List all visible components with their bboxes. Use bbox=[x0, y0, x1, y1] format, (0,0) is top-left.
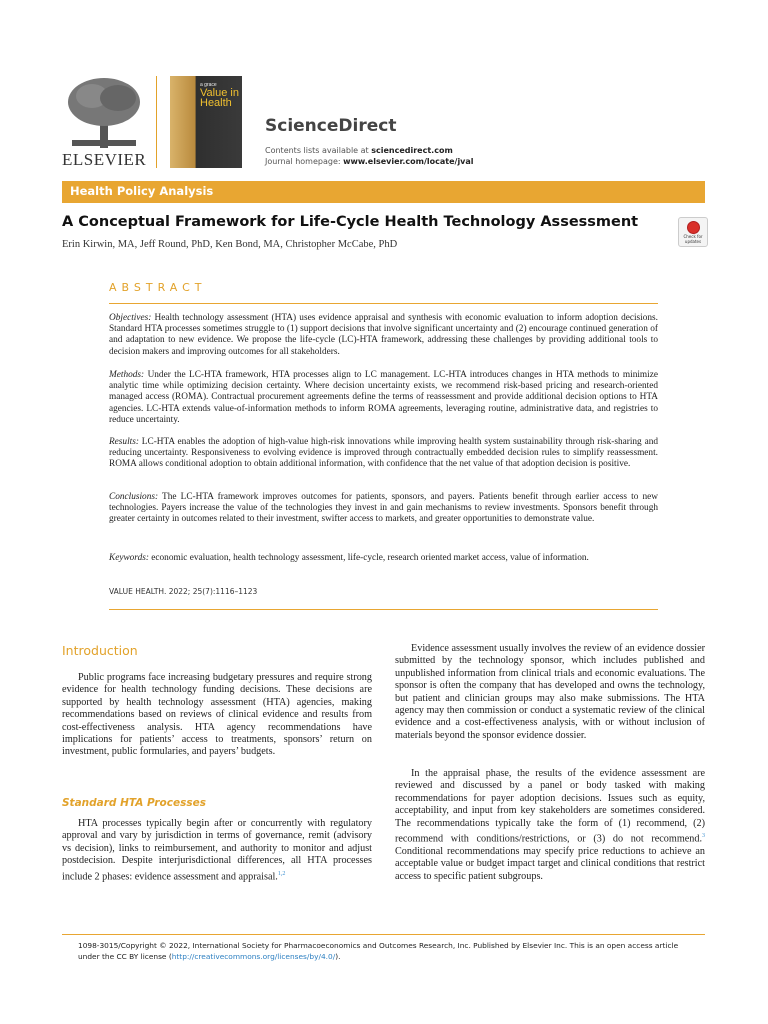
paper-title: A Conceptual Framework for Life-Cycle Health Technology Assessment bbox=[62, 214, 639, 230]
abstract-keywords bbox=[109, 553, 658, 564]
reference-link-1-2[interactable]: 1,2 bbox=[277, 870, 286, 877]
methods-label: Methods: bbox=[109, 370, 145, 380]
reference-link-3[interactable]: 3 bbox=[702, 833, 705, 840]
results-text: LC-HTA enables the adoption of high-value high-risk innovations while improving health system sustainability through risk-sharing and reducing uncertainty. Responsiveness to evolving evidence is improved through contractually embedded decision rules to simplify reassessment. ROMA allows conditional adoption to obtain additional information, with confidence that the net value of that adoption decision is positive. bbox=[109, 437, 658, 470]
intro-p4b-text: Conditional recommendations may specify price reductions to achieve an acceptable value or budget impact target and clinical conditions that restrict access to specific patient subgroups. bbox=[395, 845, 705, 882]
check-updates-icon bbox=[687, 221, 700, 234]
intro-p3-text: Evidence assessment usually involves the review of an evidence dossier submitted by the technology sponsor, which includes published and unpublished information from clinical trials and economic evaluations. The sponsor is often the company that has developed and owns the technology, but patient and clinician groups may also make submissions. The HTA agency may then commission or conduct a systematic review of the clinical evidence and a cost-effectiveness analysis, with or without inclusion of materials beyond the sponsor evidence dossier. bbox=[395, 643, 705, 741]
contents-prefix: Contents lists available at bbox=[265, 146, 372, 155]
abstract-bottom-rule bbox=[109, 609, 658, 610]
abstract-conclusions bbox=[109, 492, 658, 526]
cover-line1: a grace bbox=[200, 82, 217, 88]
conclusions-label: Conclusions: bbox=[109, 492, 159, 502]
journal-cover-image[interactable] bbox=[170, 76, 242, 168]
journal-homepage-line bbox=[265, 157, 474, 166]
abstract-objectives bbox=[109, 313, 658, 358]
author-list: Erin Kirwin, MA, Jeff Round, PhD, Ken Bond, MA, Christopher McCabe, PhD bbox=[62, 239, 398, 250]
intro-paragraph-1 bbox=[62, 672, 372, 759]
standard-hta-heading: Standard HTA Processes bbox=[62, 797, 206, 809]
introduction-heading: Introduction bbox=[62, 643, 138, 658]
homepage-prefix: Journal homepage: bbox=[265, 157, 344, 166]
citation: VALUE HEALTH. 2022; 25(7):1116–1123 bbox=[109, 587, 258, 596]
header-divider bbox=[156, 76, 157, 168]
intro-p2-text: HTA processes typically begin after or concurrently with regulatory approval and vary by jurisdiction in terms of governance, remit (advisory vs decision), links to reimbursement, and authority to monitor and adjust postdecision. Despite interjurisdictional differences, all HTA processes include 2 phases: evidence assessment and appraisal. bbox=[62, 818, 372, 883]
keywords-text: economic evaluation, health technology assessment, life-cycle, research oriented market access, value of information. bbox=[148, 553, 589, 563]
check-updates-label: Check for updates bbox=[683, 234, 703, 244]
intro-p4a-text: In the appraisal phase, the results of the evidence assessment are reviewed and discussed by a panel or body tasked with making recommendations for payer adoption decisions. Issues such as equity, acceptability, and input from key stakeholders are sometimes considered. The recommendations typically take the form of (1) recommend, (2) recommend with conditions/restrictions, or (3) do not recommend. bbox=[395, 768, 705, 845]
footer-rule bbox=[62, 934, 705, 935]
intro-paragraph-3 bbox=[395, 643, 705, 742]
objectives-label: Objectives: bbox=[109, 313, 152, 323]
keywords-label: Keywords: bbox=[109, 553, 149, 563]
check-for-updates-button[interactable] bbox=[678, 217, 708, 247]
sciencedirect-title[interactable]: ScienceDirect bbox=[265, 116, 397, 136]
cover-line2: Value in Health bbox=[200, 87, 239, 109]
copyright-footer bbox=[78, 941, 698, 962]
section-label: Health Policy Analysis bbox=[70, 184, 214, 198]
journal-homepage-link[interactable]: www.elsevier.com/locate/jval bbox=[343, 157, 474, 166]
cc-license-link[interactable]: http://creativecommons.org/licenses/by/4.0/ bbox=[171, 951, 336, 961]
abstract-methods bbox=[109, 370, 658, 426]
results-label: Results: bbox=[109, 437, 139, 447]
elsevier-wordmark: ELSEVIER bbox=[62, 150, 147, 169]
intro-paragraph-4 bbox=[395, 768, 705, 883]
abstract-heading: ABSTRACT bbox=[109, 281, 207, 294]
intro-paragraph-2 bbox=[62, 818, 372, 883]
methods-text: Under the LC-HTA framework, HTA processes align to LC management. LC-HTA introduces changes in HTA methods to minimize analytic time while optimizing decision certainty. Where decision uncertainty exists, we recommend risk-based pricing and research-oriented managed access (ROMA). Contractual procurement agreements define the terms of reassessment and provide additional decision options to HTA agencies. LC-HTA extends value-of-information methods to inform ROMA agreements, leveraging routine, administrative data, and registries to reduce uncertainty. bbox=[109, 370, 658, 425]
intro-p1-text: Public programs face increasing budgetary pressures and require strong evidence for health technology funding decisions. These decisions are supported by health technology assessment (HTA) agencies, making recommendations based on reviews of clinical evidence and results from cost-effectiveness analysis. HTA agency recommendations have implications for patients’ access to treatments, sponsors’ return on investment, public formularies, and payers’ budgets. bbox=[62, 672, 372, 758]
objectives-text: Health technology assessment (HTA) uses evidence appraisal and synthesis with economic evaluation to inform adoption decisions. Standard HTA processes sometimes struggle to (1) support decisions that involve significant uncertainty and (2) encourage continued generation of and adaptation to new evidence. We propose the life-cycle (LC)-HTA framework, addressing these challenges by providing additional tools to decision makers and improving outcomes for all stakeholders. bbox=[109, 313, 658, 357]
abstract-top-rule bbox=[109, 303, 658, 304]
abstract-results bbox=[109, 437, 658, 471]
contents-line bbox=[265, 146, 453, 155]
conclusions-text: The LC-HTA framework improves outcomes for patients, sponsors, and payers. Patients benefit through earlier access to new technologies. Payers increase the value of the technologies they invest in and gain mechanisms to review investments. Sponsors benefit through greater certainty in outcomes related to their investment, swifter access to markets, and greater opportunities to demonstrate value. bbox=[109, 492, 658, 525]
footer-end: ). bbox=[335, 951, 341, 961]
sciencedirect-link[interactable]: sciencedirect.com bbox=[371, 146, 453, 155]
footer-text: 1098-3015/Copyright © 2022, International Society for Pharmacoeconomics and Outcomes Research, Inc. Published by Elsevier Inc. This is an open access article under the CC BY license ( bbox=[78, 941, 679, 961]
